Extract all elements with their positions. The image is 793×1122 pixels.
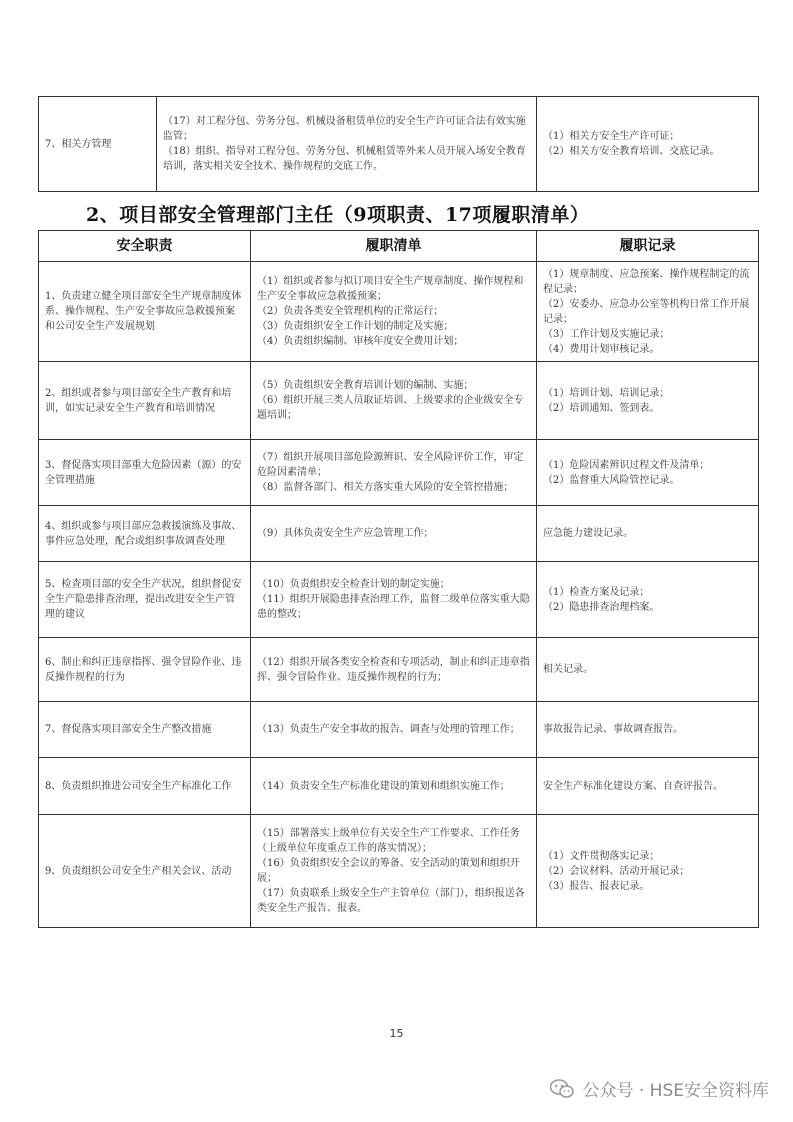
record-item: （3）报告、报表记录。: [543, 880, 650, 892]
page-number: 15: [389, 1027, 404, 1040]
list-item: （17）负责联系上级安全生产主管单位（部门），组织报送各类安全生产报告、报表。: [257, 888, 525, 914]
record-item: （4）费用计划审核记录。: [543, 343, 660, 355]
records-cell: [537, 758, 759, 815]
column-header-list: 履职清单: [251, 231, 537, 262]
records-cell: [537, 440, 759, 506]
list-item: （3）负责组织安全工作计划的制定及实施；: [257, 321, 454, 332]
list-cell: [251, 562, 537, 638]
list-item: （15）部署落实上级单位有关安全生产工作要求、工作任务（上级单位年度重点工作的落实情况）；: [257, 828, 520, 854]
watermark: [550, 1076, 769, 1101]
record-item: （3）工作计划及实施记录；: [543, 328, 670, 340]
list-cell: [251, 815, 537, 928]
record-item: （2）隐患排查治理档案。: [543, 601, 660, 613]
list-item: （8）监督各部门、相关方落实重大风险的安全管控措施；: [257, 482, 514, 493]
list-cell: [251, 262, 537, 362]
list-cell: [251, 440, 537, 506]
record-item: （1）相关方安全生产许可证；: [543, 131, 680, 142]
records-cell: [537, 97, 759, 192]
column-header-records: 履职记录: [537, 231, 759, 262]
list-cell: [157, 97, 537, 192]
list-cell: [251, 758, 537, 815]
list-item: （13）负责生产安全事故的报告、调查与处理的管理工作；: [257, 724, 520, 735]
record-item: 事故报告记录、事故调查报告。: [543, 724, 683, 735]
table-row: [39, 815, 759, 928]
table-row: [39, 362, 759, 440]
column-header-duty: 安全职责: [39, 231, 251, 262]
duty-cell: 9、负责组织公司安全生产相关会议、活动: [39, 815, 251, 928]
records-cell: [537, 702, 759, 758]
table-row: [39, 562, 759, 638]
record-item: 相关记录。: [543, 664, 593, 675]
list-item: （1）组织或者参与拟订项目安全生产规章制度、操作规程和生产安全事故应急救援预案；: [257, 276, 524, 302]
record-item: 安全生产标准化建设方案、自查评报告。: [543, 780, 723, 792]
records-cell: [537, 262, 759, 362]
records-cell: [537, 506, 759, 562]
list-cell: [251, 702, 537, 758]
table-row: [39, 758, 759, 815]
list-item: （17）对工程分包、劳务分包、机械设备租赁单位的安全生产许可证合法有效实施监管；: [163, 116, 526, 142]
list-item: （9）具体负责安全生产应急管理工作；: [257, 528, 434, 539]
table-row: [39, 506, 759, 562]
record-item: （1）规章制度、应急预案、操作规程制定的流程记录；: [543, 268, 750, 295]
duty-cell: 1、负责建立健全项目部安全生产规章制度体系、操作规程、生产安全事故应急救援预案和公司安全生产发展规划: [39, 262, 251, 362]
list-item: （16）负责组织安全会议的筹备、安全活动的策划和组织开展；: [257, 858, 520, 884]
record-item: （1）危险因素辨识过程文件及清单；: [543, 459, 710, 471]
list-item: （7）组织开展项目部危险源辨识、安全风险评价工作，审定危险因素清单；: [257, 452, 524, 478]
records-cell: [537, 362, 759, 440]
record-item: （1）文件贯彻落实记录；: [543, 850, 660, 862]
table-header-row: [39, 231, 759, 262]
record-item: （2）安委办、应急办公室等机构日常工作开展记录；: [543, 298, 750, 325]
duty-cell: 5、检查项目部的安全生产状况，组织督促安全生产隐患排查治理，提出改进安全生产管理的建议: [39, 562, 251, 638]
duty-cell: 8、负责组织推进公司安全生产标准化工作: [39, 758, 251, 815]
wechat-icon: [550, 1079, 574, 1099]
records-cell: [537, 815, 759, 928]
list-item: （18）组织、指导对工程分包、劳务分包、机械租赁等外来人员开展入场安全教育培训，落实相关安全技术、操作规程的交底工作。: [163, 146, 526, 172]
table-row: [39, 262, 759, 362]
list-item: （12）组织开展各类安全检查和专项活动，制止和纠正违章指挥、强令冒险作业、违反操作规程的行为；: [257, 656, 530, 683]
table-row: [39, 702, 759, 758]
records-cell: [537, 638, 759, 702]
list-item: （11）组织开展隐患排查治理工作，监督二级单位落实重大隐患的整改；: [257, 594, 530, 620]
duty-cell: 6、制止和纠正违章指挥、强令冒险作业、违反操作规程的行为: [39, 638, 251, 702]
section-title: 2、项目部安全管理部门主任（9项职责、17项履职清单）: [86, 204, 590, 226]
record-item: （2）培训通知、签到表。: [543, 402, 660, 414]
duty-cell: 7、督促落实项目部安全生产整改措施: [39, 702, 251, 758]
list-item: （6）组织开展三类人员取证培训、上级要求的企业级安全专题培训；: [257, 395, 524, 421]
list-cell: [251, 506, 537, 562]
list-item: （10）负责组织安全检查计划的制定实施；: [257, 579, 450, 590]
list-item: （5）负责组织安全教育培训计划的编制、实施；: [257, 380, 474, 391]
duty-cell: 4、组织或参与项目部应急救援演练及事故、事件应急处理，配合或组织事故调查处理: [39, 506, 251, 562]
record-item: （2）相关方安全教育培训、交底记录。: [543, 146, 720, 157]
list-item: （4）负责组织编制、审核年度安全费用计划；: [257, 336, 464, 347]
record-item: 应急能力建设记录。: [543, 528, 633, 539]
duty-cell: 3、督促落实项目部重大危险因素（源）的安全管理措施: [39, 440, 251, 506]
record-item: （1）培训计划、培训记录；: [543, 387, 670, 399]
record-item: （2）监督重大风险管控记录。: [543, 474, 680, 486]
duty-cell: 2、组织或者参与项目部安全生产教育和培训，如实记录安全生产教育和培训情况: [39, 362, 251, 440]
list-cell: [251, 362, 537, 440]
list-cell: [251, 638, 537, 702]
continuation-table: [38, 96, 759, 192]
record-item: （2）会议材料、活动开展记录；: [543, 865, 690, 877]
duty-cell: 7、相关方管理: [39, 97, 157, 192]
records-cell: [537, 562, 759, 638]
table-row: [39, 440, 759, 506]
list-item: （2）负责各类安全管理机构的正常运行；: [257, 306, 444, 317]
table-row: [39, 638, 759, 702]
list-item: （14）负责安全生产标准化建设的策划和组织实施工作；: [257, 780, 510, 792]
record-item: （1）检查方案及记录；: [543, 586, 650, 598]
duties-table: [38, 230, 759, 928]
table-row: [39, 97, 759, 192]
watermark-text: 公众号 · HSE安全资料库: [582, 1081, 769, 1101]
